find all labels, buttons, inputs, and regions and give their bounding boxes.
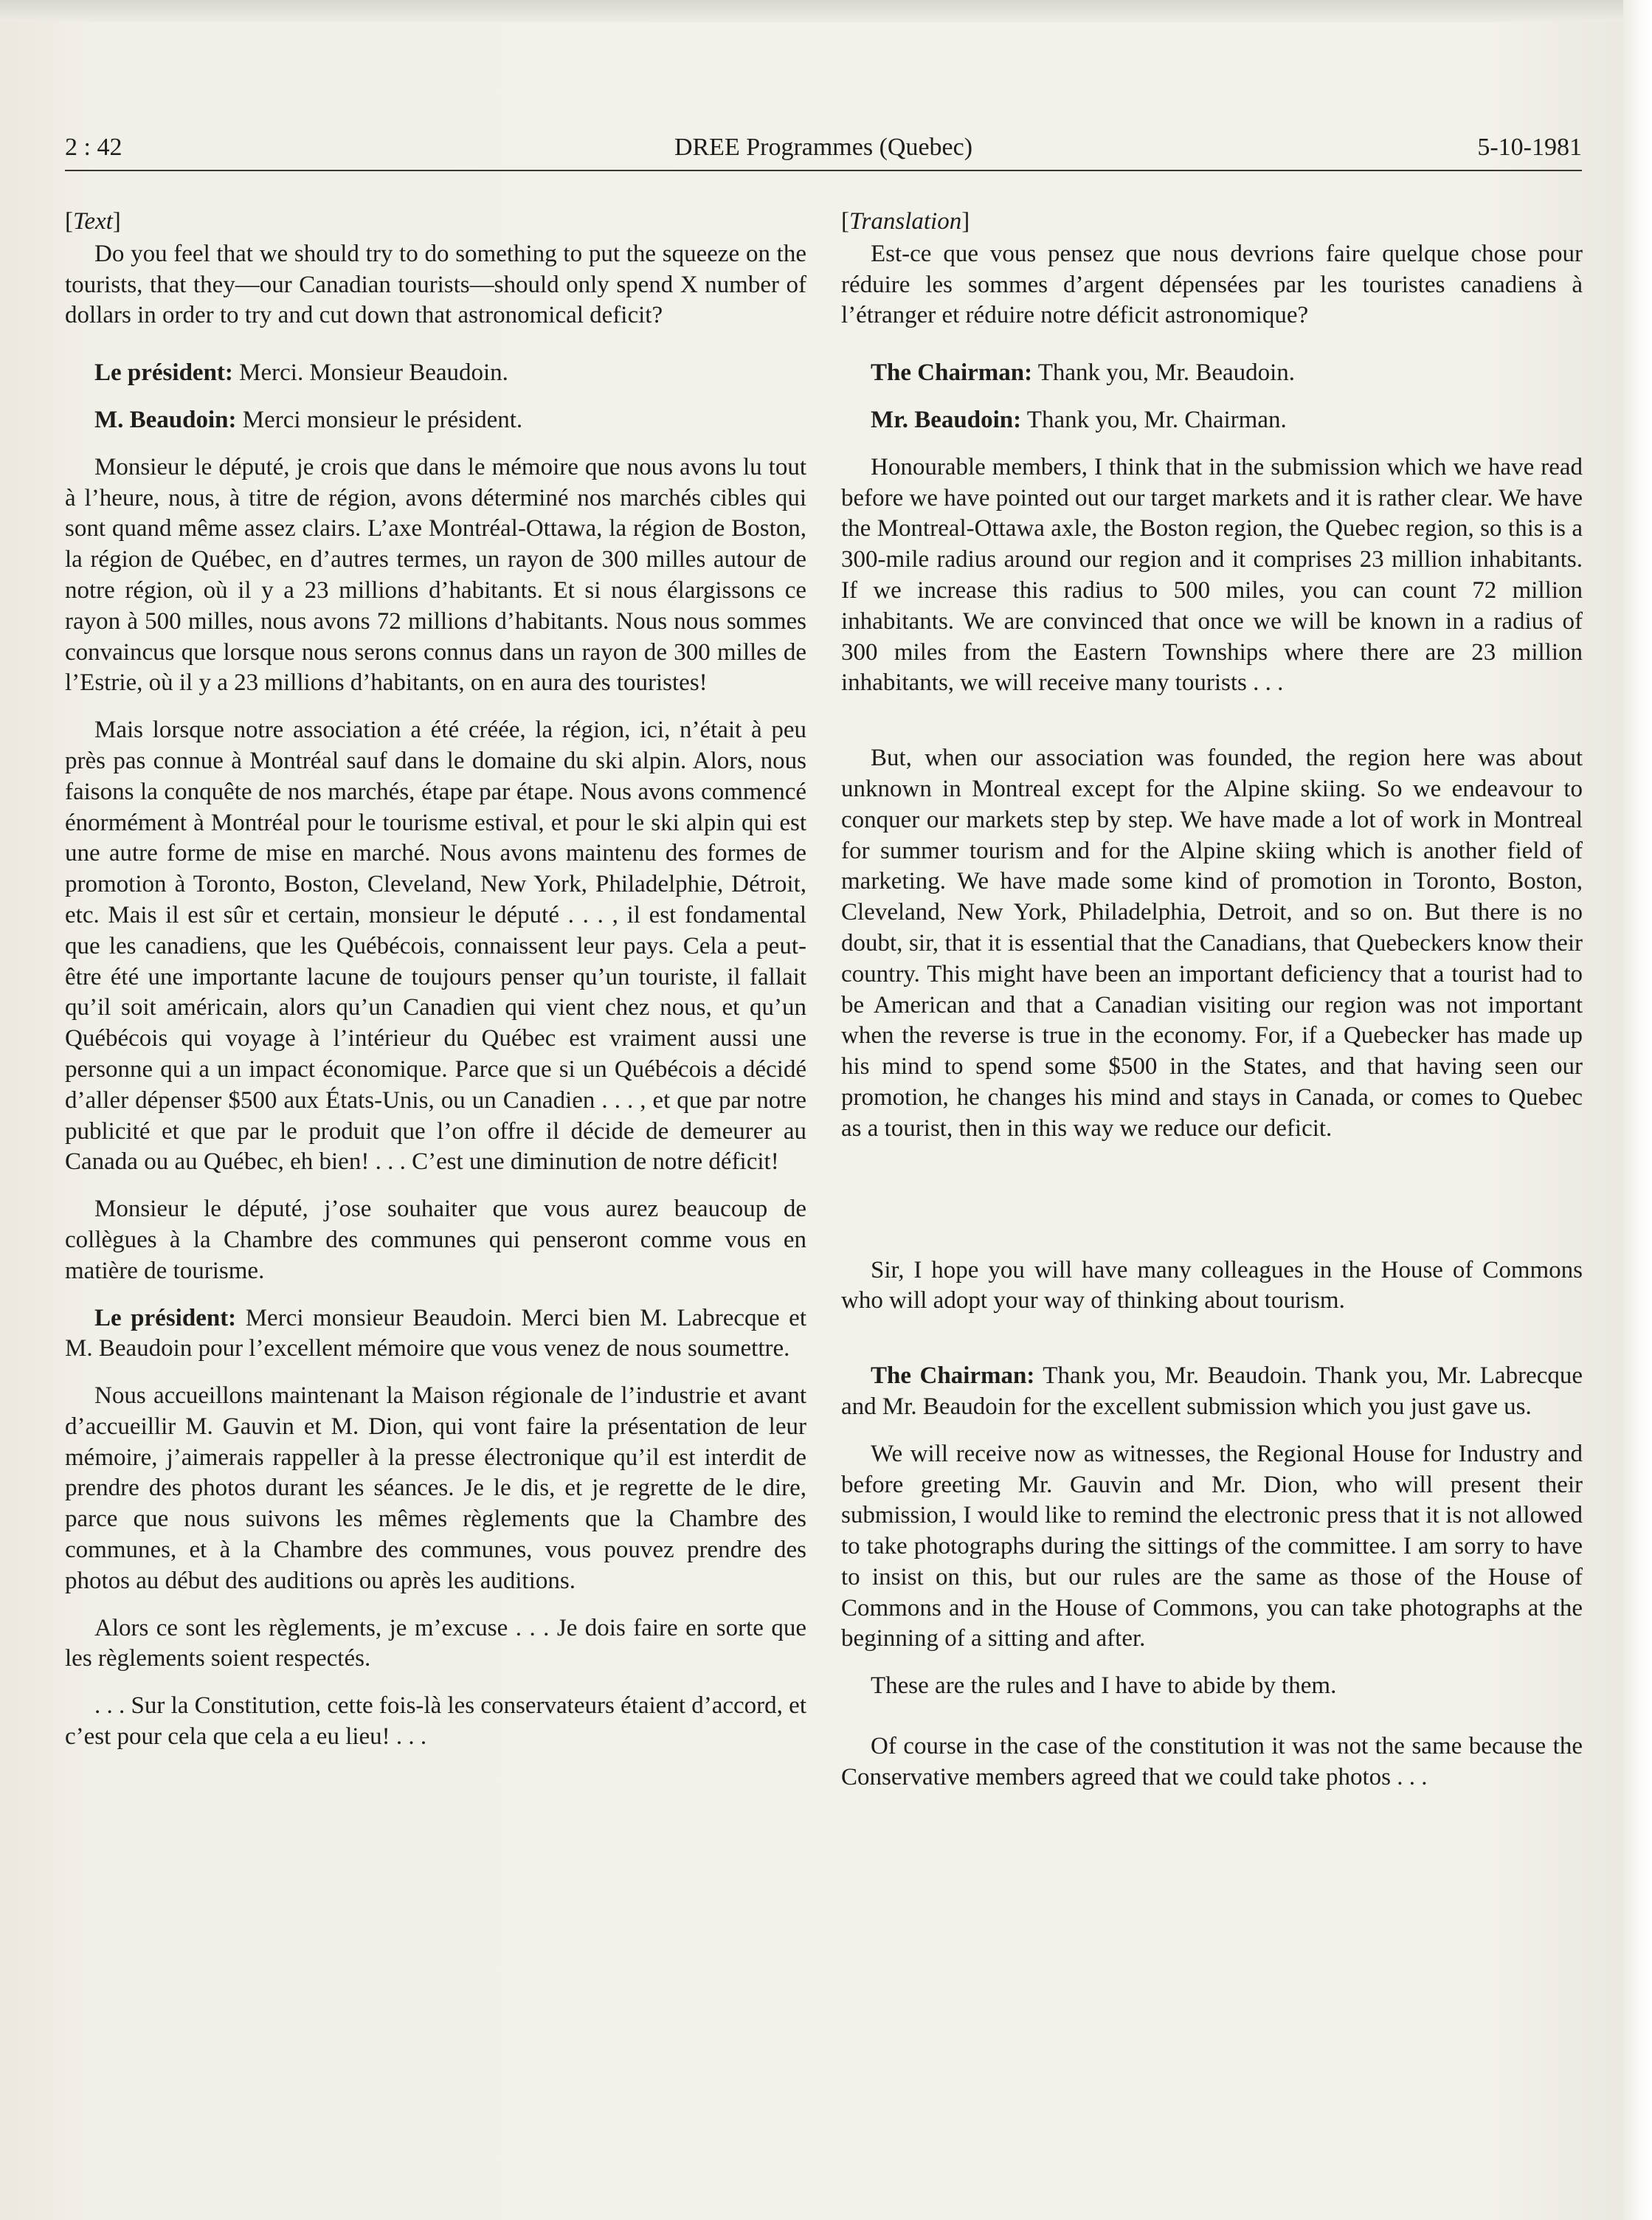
paragraph: We will receive now as witnesses, the Regional House for Industry and before greeting Mr. Gauvin and Mr. Dion, who will present their submission, I would like to remind the electronic press that it is not allowed to take photographs during the sittings of the committee. I am sorry to have to insist on this, but our rules are the same as those of the House of Commons and in the House of Commons, you can take photographs at the beginning of a sitting and after. — [841, 1440, 1583, 1652]
paragraph: Sir, I hope you will have many colleagues in the House of Commons who will adopt your way of thinking about tourism. — [841, 1256, 1583, 1314]
left-column-label: [Text] — [65, 208, 121, 235]
paragraph: Alors ce sont les règlements, je m’excuse . . . Je dois faire en sorte que les règlements soient respectés. — [65, 1614, 806, 1672]
paragraph: Monsieur le député, je crois que dans le mémoire que nous avons lu tout à l’heure, nous, à titre de région, avons déterminé nos marchés cibles qui sont quand même assez clairs. L’axe Montréal-Ottawa, la région de Boston, la région de Québec, en d’autres termes, un rayon de 300 milles autour de notre région, où il y a 23 millions d’habitants. Et si nous élargissons ce rayon à 500 milles, nous avons 72 millions d’habitants. Nous nous sommes convaincus que lorsque nous serons connus dans un rayon de 300 milles de l’Estrie, où il y a 23 millions d’habitants, on en aura des touristes! — [65, 453, 806, 697]
right-column — [841, 207, 1583, 1793]
header-rule — [65, 170, 1582, 171]
paragraph: Nous accueillons maintenant la Maison régionale de l’industrie et avant d’accueillir M. Gauvin et M. Dion, qui vont faire la présentation de leur mémoire, j’aimerais rappeller à la presse électronique qu’il est interdit de prendre des photos durant les séances. Je le dis, et je regrette de le dire, parce que nous suivons les mêmes règlements que la Chambre des communes, et à la Chambre des communes, vous pouvez prendre des photos au début des auditions ou après les auditions. — [65, 1382, 806, 1594]
paragraph: Monsieur le député, j’ose souhaiter que vous aurez beaucoup de collègues à la Chambre des communes qui penseront comme vous en matière de tourisme. — [65, 1196, 806, 1284]
header-date: 5-10-1981 — [1477, 134, 1582, 161]
page-right-edge — [1623, 0, 1652, 2220]
paragraph: Do you feel that we should try to do something to put the squeeze on the tourists, that they—our Canadian tourists—should only spend X number of dollars in order to try and cut down that astronomical deficit? — [65, 240, 806, 329]
paragraph: Honourable members, I think that in the submission which we have read before we have pointed out our target markets and it is rather clear. We have the Montreal-Ottawa axle, the Boston region, the Quebec region, so this is a 300-mile radius around our region and it comprises 23 million inhabitants. If we increase this radius to 500 miles, you can count 72 million inhabitants. We are convinced that once we will be known in a radius of 300 miles from the Eastern Townships where there are 23 million inhabitants, we will receive many tourists . . . — [841, 453, 1583, 697]
paragraph: But, when our association was founded, the region here was about unknown in Montreal except for the Alpine skiing. So we endeavour to conquer our markets step by step. We have made a lot of work in Montreal for summer tourism and for the Alpine skiing which is another field of marketing. We have made some kind of promotion in Toronto, Boston, Cleveland, New York, Philadelphia, Detroit, and so on. But there is no doubt, sir, that it is essential that the Canadians, that Quebeckers know their country. This might have been an important deficiency that a tourist had to be American and that a Canadian visiting our region was not important when the reverse is true in the economy. For, if a Quebecker has made up his mind to spend some $500 in the States, and that having seen our promotion, he changes his mind and stays in Canada, or comes to Quebec as a tourist, then in this way we reduce our deficit. — [841, 745, 1583, 1142]
paragraph: The Chairman: Thank you, Mr. Beaudoin. — [871, 359, 1296, 387]
paragraph: . . . Sur la Constitution, cette fois-là les conservateurs étaient d’accord, et c’est pour cela que cela a eu lieu! . . . — [65, 1692, 806, 1751]
paragraph: M. Beaudoin: Merci monsieur le président. — [94, 406, 523, 433]
paragraph: Mr. Beaudoin: Thank you, Mr. Chairman. — [871, 406, 1287, 433]
left-column — [65, 207, 806, 1753]
header-title: DREE Programmes (Quebec) — [674, 134, 973, 161]
paragraph: Le président: Merci. Monsieur Beaudoin. — [94, 359, 508, 387]
page-number: 2 : 42 — [65, 134, 122, 161]
paragraph: Mais lorsque notre association a été créée, la région, ici, n’était à peu près pas connue à Montréal sauf dans le domaine du ski alpin. Alors, nous faisons la conquête de nos marchés, étape par étape. Nous avons commencé énormément à Montréal pour le tourisme estival, et pour le ski alpin qui est une autre forme de mise en marché. Nous avons maintenu des formes de promotion à Toronto, Boston, Cleveland, New York, Philadelphie, Détroit, etc. Mais il est sûr et certain, monsieur le député . . . , il est fondamental que les canadiens, que les Québécois, connaissent leur pays. Cela a peut-être été une importante lacune de toujours penser qu’un touriste, il fallait qu’il soit américain, alors qu’un Canadien qui vient chez nous, et qu’un Québécois qui voyage à l’intérieur du Québec est vraiment aussi une personne qui a un impact économique. Parce que si un Québécois a décidé d’aller dépenser $500 aux États-Unis, ou un Canadien . . . , et que par notre publicité et que par le produit que l’on offre il décide de demeurer au Canada ou au Québec, eh bien! . . . C’est une diminution de notre déficit! — [65, 717, 806, 1176]
paragraph: Of course in the case of the constitution it was not the same because the Conservative members agreed that we could take photos . . . — [841, 1733, 1583, 1790]
paragraph: The Chairman: Thank you, Mr. Beaudoin. Thank you, Mr. Labrecque and Mr. Beaudoin for the excellent submission which you just gave us. — [841, 1362, 1583, 1420]
running-header — [65, 127, 1582, 168]
paragraph: Le président: Merci monsieur Beaudoin. Merci bien M. Labrecque et M. Beaudoin pour l’excellent mémoire que vous venez de nous soumettre. — [65, 1304, 806, 1362]
page-top-edge — [0, 0, 1652, 22]
paragraph: Est-ce que vous pensez que nous devrions faire quelque chose pour réduire les sommes d’argent dépensées par les touristes canadiens à l’étranger et réduire notre déficit astronomique? — [841, 240, 1583, 329]
paragraph: These are the rules and I have to abide by them. — [871, 1672, 1337, 1700]
right-column-label: [Translation] — [841, 208, 970, 235]
